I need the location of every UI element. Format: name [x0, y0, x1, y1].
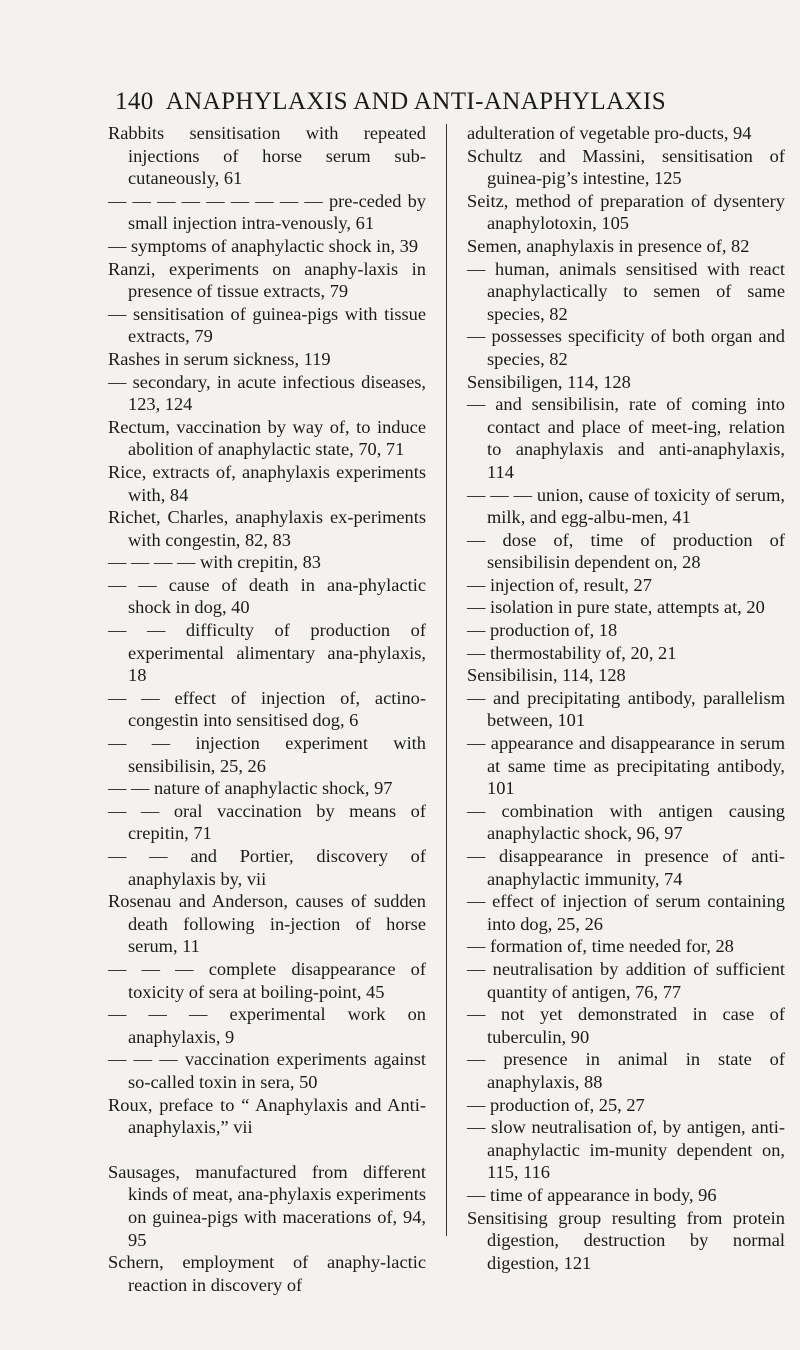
index-entry: Rabbits sensitisation with repeated injections of horse serum sub-cutaneously, 61 [108, 123, 426, 189]
index-entry: — production of, 18 [467, 620, 618, 641]
index-entry: Sausages, manufactured from different kinds of meat, ana-phylaxis experiments on guinea-pigs with macerations of, 94, 95 [108, 1161, 426, 1250]
index-entry: — thermostability of, 20, 21 [467, 642, 677, 663]
page-number: 140 [115, 88, 154, 115]
index-entry: Sensitising group resulting from protein digestion, destruction by normal digestion, 121 [467, 1207, 785, 1273]
index-entry: — — difficulty of production of experimental alimentary ana-phylaxis, 18 [108, 620, 426, 686]
index-entry: — formation of, time needed for, 28 [467, 936, 734, 957]
index-entry: — time of appearance in body, 96 [467, 1184, 717, 1205]
index-entry: — sensitisation of guinea-pigs with tissue extracts, 79 [108, 303, 426, 347]
index-entry: — symptoms of anaphylactic shock in, 39 [108, 235, 419, 256]
index-entry: — presence in animal in state of anaphylaxis, 88 [467, 1049, 785, 1092]
index-entry: Semen, anaphylaxis in presence of, 82 [467, 235, 750, 256]
index-entry: — — — — with crepitin, 83 [108, 552, 322, 573]
index-entry: Schern, employment of anaphy-lactic reaction in discovery of [108, 1252, 426, 1295]
index-entry: — isolation in pure state, attempts at, 20 [467, 597, 765, 618]
index-entry: Schultz and Massini, sensitisation of guinea-pig’s intestine, 125 [467, 145, 785, 189]
index-entry: — — effect of injection of, actino-congestin into sensitised dog, 6 [108, 687, 426, 731]
index-entry: — — — — — — — — — pre-ceded by small injection intra-venously, 61 [108, 190, 426, 234]
index-entry: Sensibilisin, 114, 128 [467, 665, 626, 686]
index-entry: Richet, Charles, anaphylaxis ex-periments with congestin, 82, 83 [108, 507, 426, 550]
index-entry: — — — experimental work on anaphylaxis, 9 [108, 1004, 426, 1047]
index-entry: — — oral vaccination by means of crepitin, 71 [108, 800, 426, 844]
index-entry: — appearance and disappearance in serum at same time as precipitating antibody, 101 [467, 733, 785, 799]
index-entry: — — — union, cause of toxicity of serum, milk, and egg-albu-men, 41 [467, 484, 785, 528]
index-entry: — secondary, in acute infectious diseases, 123, 124 [108, 371, 426, 415]
index-entry: — injection of, result, 27 [467, 574, 652, 595]
index-entry: — not yet demonstrated in case of tuberculin, 90 [467, 1004, 785, 1047]
index-entry: — — — complete disappearance of toxicity of sera at boiling-point, 45 [108, 958, 426, 1002]
index-entry: Ranzi, experiments on anaphy-laxis in presence of tissue extracts, 79 [108, 258, 426, 302]
index-column-left [108, 122, 426, 1296]
index-entry: Rashes in serum sickness, 119 [108, 348, 331, 369]
index-entry: Rosenau and Anderson, causes of sudden death following in-jection of horse serum, 11 [108, 891, 426, 957]
index-entry: — — cause of death in ana-phylactic shock in dog, 40 [108, 574, 426, 618]
index-entry: — production of, 25, 27 [467, 1094, 645, 1115]
index-entry: — — — vaccination experiments against so-called toxin in sera, 50 [108, 1049, 426, 1092]
index-entry: Seitz, method of preparation of dysentery anaphylotoxin, 105 [467, 190, 785, 234]
index-entry: Rice, extracts of, anaphylaxis experiments with, 84 [108, 461, 426, 505]
index-entry: Rectum, vaccination by way of, to induce abolition of anaphylactic state, 70, 71 [108, 416, 426, 460]
index-entry: — combination with antigen causing anaphylactic shock, 96, 97 [467, 800, 785, 844]
index-entry: — and precipitating antibody, parallelism between, 101 [467, 687, 785, 731]
running-header [115, 88, 730, 116]
index-entry: Roux, preface to “ Anaphylaxis and Anti-anaphylaxis,” vii [108, 1094, 426, 1138]
index-entry: — — injection experiment with sensibilisin, 25, 26 [108, 733, 426, 776]
index-entry: — effect of injection of serum containing into dog, 25, 26 [467, 891, 785, 934]
index-entry: — — and Portier, discovery of anaphylaxis by, vii [108, 846, 426, 889]
index-entry: — possesses specificity of both organ and species, 82 [467, 326, 785, 369]
index-entry: — dose of, time of production of sensibilisin dependent on, 28 [467, 529, 785, 573]
index-entry: — slow neutralisation of, by antigen, anti-anaphylactic im-munity dependent on, 115, 116 [467, 1117, 785, 1183]
index-entry: Sensibiligen, 114, 128 [467, 371, 631, 392]
index-entry: — — nature of anaphylactic shock, 97 [108, 778, 393, 799]
index-column-right [467, 122, 785, 1274]
index-entry: — human, animals sensitised with react anaphylactically to semen of same species, 82 [467, 258, 785, 324]
index-entry: — disappearance in presence of anti-anaphylactic immunity, 74 [467, 846, 785, 889]
index-entry: — neutralisation by addition of sufficient quantity of antigen, 76, 77 [467, 958, 785, 1002]
index-entry: adulteration of vegetable pro-ducts, 94 [467, 123, 752, 143]
index-entry: — and sensibilisin, rate of coming into contact and place of meet-ing, relation to anaphylaxis and anti-anaphylaxis, 114 [467, 394, 785, 482]
running-title: ANAPHYLAXIS AND ANTI-ANAPHYLAXIS [165, 88, 667, 115]
column-divider [446, 124, 447, 1236]
